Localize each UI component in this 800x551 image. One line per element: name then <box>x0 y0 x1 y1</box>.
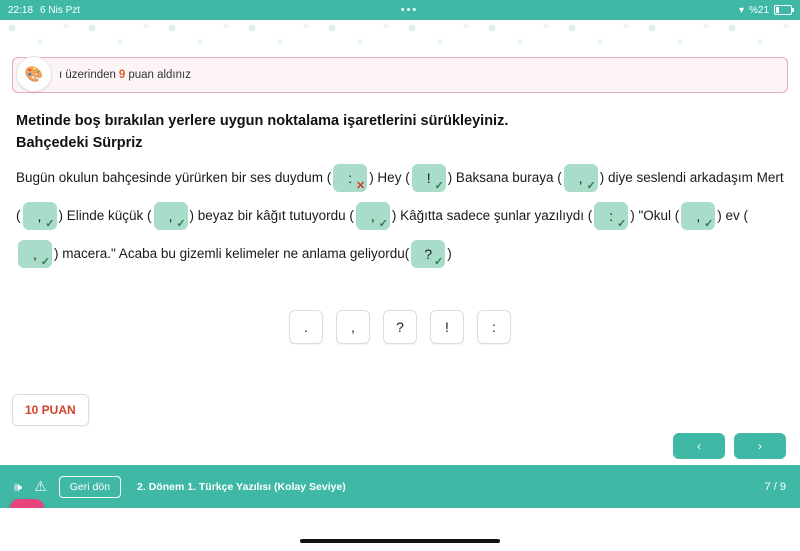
punctuation-slot[interactable] <box>18 240 52 268</box>
home-indicator[interactable] <box>300 539 500 543</box>
passage-segment: ) macera." Acaba bu gizemli kelimeler ne anlama geliyordu( <box>54 246 410 261</box>
passage-segment: ) <box>447 246 452 261</box>
status-time: 22:18 <box>8 4 34 16</box>
punctuation-token[interactable]: , <box>336 310 370 344</box>
passage-segment: ) Hey ( <box>369 170 410 185</box>
passage-segment: ) Baksana buraya ( <box>447 170 562 185</box>
correct-icon: ✓ <box>704 218 714 231</box>
page-indicator: 7 / 9 <box>764 480 786 493</box>
token-tray <box>0 310 800 344</box>
battery-icon <box>774 5 792 15</box>
correct-icon: ✓ <box>176 218 186 231</box>
punctuation-slot[interactable] <box>23 202 57 230</box>
navigation-arrows <box>673 433 786 459</box>
passage-title: Bahçedeki Sürpriz <box>16 135 143 151</box>
punctuation-slot[interactable] <box>333 164 367 192</box>
punctuation-slot[interactable] <box>681 202 715 230</box>
correct-icon: ✓ <box>40 256 50 269</box>
slot-value: , <box>696 208 701 225</box>
slot-value: , <box>168 208 173 225</box>
slot-value: : <box>348 170 353 187</box>
correct-icon: ✓ <box>586 180 596 193</box>
chevron-left-icon[interactable]: ‹ <box>673 433 725 459</box>
slot-value: , <box>37 208 42 225</box>
status-dots: ••• <box>400 4 419 16</box>
passage-segment: ) diye seslendi arkadaşım Mert ( <box>16 170 784 223</box>
punctuation-slot[interactable] <box>412 164 446 192</box>
passage-segment: ) Elinde küçük ( <box>58 208 152 223</box>
status-bar <box>0 0 800 20</box>
speaker-mute-icon[interactable]: 🕪 <box>14 478 23 494</box>
punctuation-token[interactable]: ? <box>383 310 417 344</box>
score-banner-text-before: ı üzerinden <box>59 69 116 81</box>
punctuation-slot[interactable] <box>564 164 598 192</box>
punctuation-slot[interactable] <box>356 202 390 230</box>
score-banner-text-after: puan aldınız <box>128 69 191 81</box>
punctuation-token[interactable]: : <box>477 310 511 344</box>
warning-icon[interactable]: ⚠ <box>34 478 47 494</box>
slot-value: , <box>370 208 375 225</box>
slot-value: ! <box>426 170 431 187</box>
correct-icon: ✓ <box>45 218 55 231</box>
battery-percent: %21 <box>748 4 769 16</box>
decorative-pattern <box>0 20 800 52</box>
passage-segment: ) "Okul ( <box>630 208 680 223</box>
status-bar-center <box>80 4 739 16</box>
question-instruction: Metinde boş bırakılan yerlere uygun noktalama işaretlerini sürükleyiniz. <box>16 113 509 129</box>
correct-icon: ✓ <box>434 256 444 269</box>
correct-icon: ✓ <box>434 180 444 193</box>
punctuation-token[interactable]: . <box>289 310 323 344</box>
status-bar-left <box>8 5 80 16</box>
passage-segment: ) ev ( <box>717 208 749 223</box>
home-area <box>0 508 800 551</box>
status-date: 6 Nis Pzt <box>40 4 81 16</box>
status-bar-right <box>739 5 792 16</box>
points-badge: 10 PUAN <box>12 394 89 426</box>
punctuation-slot[interactable] <box>154 202 188 230</box>
passage-segment: Bugün okulun bahçesinde yürürken bir ses duydum ( <box>16 170 332 185</box>
slot-value: , <box>578 170 583 187</box>
passage-text <box>16 159 784 273</box>
exam-title: 2. Dönem 1. Türkçe Yazılısı (Kolay Seviye) <box>137 480 346 493</box>
punctuation-slot[interactable] <box>411 240 445 268</box>
chevron-right-icon[interactable]: › <box>734 433 786 459</box>
score-banner <box>12 57 788 93</box>
slot-value: : <box>609 208 614 225</box>
palette-icon: 🎨 <box>16 56 52 92</box>
incorrect-icon: ✕ <box>355 180 366 193</box>
passage-segment: ) Kâğıtta sadece şunlar yazılıydı ( <box>391 208 593 223</box>
correct-icon: ✓ <box>378 218 388 231</box>
score-value: 9 <box>118 69 126 81</box>
passage-segment: ) beyaz bir kâğıt tutuyordu ( <box>189 208 354 223</box>
back-button[interactable]: Geri dön <box>59 476 121 498</box>
slot-value: ? <box>424 246 433 263</box>
punctuation-slot[interactable] <box>594 202 628 230</box>
slot-value: , <box>33 246 37 263</box>
punctuation-token[interactable]: ! <box>430 310 464 344</box>
bottom-bar <box>0 465 800 508</box>
correct-icon: ✓ <box>617 218 627 231</box>
question-content <box>0 105 800 465</box>
wifi-icon: ▾ <box>738 4 744 16</box>
